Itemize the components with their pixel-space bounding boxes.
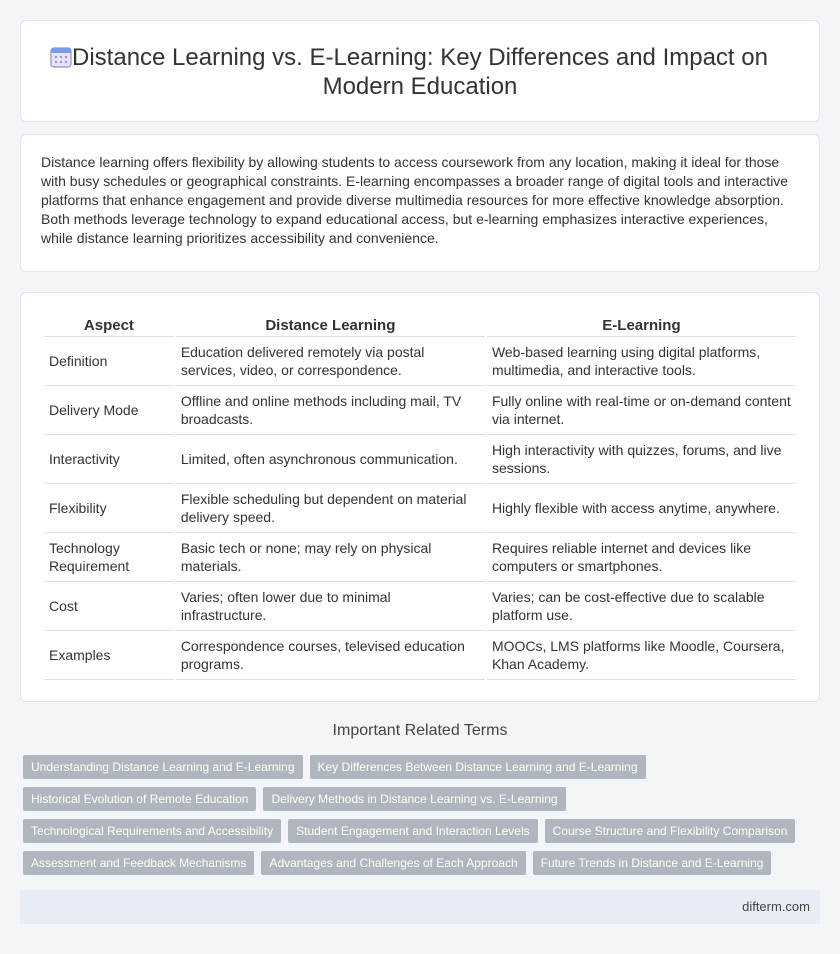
related-terms-title: Important Related Terms	[332, 722, 508, 739]
table-row	[44, 386, 796, 435]
footer-site-link[interactable]: difterm.com	[742, 899, 810, 914]
cell-e-learning: Fully online with real-time or on-demand content via internet.	[487, 386, 796, 435]
comparison-table	[42, 315, 798, 680]
cell-aspect: Cost	[44, 582, 174, 631]
related-term-tag[interactable]: Technological Requirements and Accessibility	[23, 819, 281, 843]
cell-distance-learning: Flexible scheduling but dependent on material delivery speed.	[176, 484, 485, 533]
related-term-tag[interactable]: Course Structure and Flexibility Comparison	[545, 819, 796, 843]
tag-row	[23, 787, 803, 811]
header-aspect: Aspect	[44, 315, 174, 337]
tag-row	[23, 819, 803, 843]
cell-distance-learning: Correspondence courses, televised education programs.	[176, 631, 485, 680]
cell-aspect: Examples	[44, 631, 174, 680]
table-header-row	[44, 315, 796, 337]
cell-distance-learning: Varies; often lower due to minimal infrastructure.	[176, 582, 485, 631]
cell-e-learning: Web-based learning using digital platforms, multimedia, and interactive tools.	[487, 337, 796, 386]
related-term-tag[interactable]: Advantages and Challenges of Each Approach	[261, 851, 525, 875]
table-row	[44, 533, 796, 582]
footer	[20, 890, 820, 924]
cell-aspect: Delivery Mode	[44, 386, 174, 435]
table-row	[44, 435, 796, 484]
cell-aspect: Flexibility	[44, 484, 174, 533]
table-row	[44, 484, 796, 533]
related-term-tag[interactable]: Delivery Methods in Distance Learning vs. E-Learning	[263, 787, 565, 811]
cell-e-learning: Varies; can be cost-effective due to scalable platform use.	[487, 582, 796, 631]
related-term-tag[interactable]: Student Engagement and Interaction Levels	[288, 819, 538, 843]
header-distance-learning: Distance Learning	[176, 315, 485, 337]
table-row	[44, 337, 796, 386]
related-term-tag[interactable]: Understanding Distance Learning and E-Learning	[23, 755, 303, 779]
table-row	[44, 631, 796, 680]
related-term-tag[interactable]: Key Differences Between Distance Learning and E-Learning	[310, 755, 646, 779]
header-e-learning: E-Learning	[487, 315, 796, 337]
cell-e-learning: High interactivity with quizzes, forums, and live sessions.	[487, 435, 796, 484]
cell-aspect: Interactivity	[44, 435, 174, 484]
intro-card	[20, 134, 820, 272]
cell-aspect: Technology Requirement	[44, 533, 174, 582]
cell-distance-learning: Offline and online methods including mail, TV broadcasts.	[176, 386, 485, 435]
cell-e-learning: MOOCs, LMS platforms like Moodle, Coursera, Khan Academy.	[487, 631, 796, 680]
related-terms-list	[23, 755, 803, 883]
related-term-tag[interactable]: Future Trends in Distance and E-Learning	[533, 851, 772, 875]
cell-e-learning: Requires reliable internet and devices like computers or smartphones.	[487, 533, 796, 582]
page-title: Distance Learning vs. E-Learning: Key Differences and Impact on Modern Education	[72, 44, 768, 100]
cell-distance-learning: Education delivered remotely via postal services, video, or correspondence.	[176, 337, 485, 386]
cell-e-learning: Highly flexible with access anytime, anywhere.	[487, 484, 796, 533]
intro-text: Distance learning offers flexibility by allowing students to access coursework from any location, making it ideal for those with busy schedules or geographical constraints. E-learning encompasses a broader range of digital tools and interactive platforms that enhance engagement and provide diverse multimedia resources for more effective knowledge absorption. Both methods leverage technology to expand educational access, but e-learning emphasizes interactive experiences, while distance learning prioritizes accessibility and convenience.	[41, 154, 789, 246]
related-term-tag[interactable]: Historical Evolution of Remote Education	[23, 787, 256, 811]
cell-distance-learning: Basic tech or none; may rely on physical materials.	[176, 533, 485, 582]
cell-distance-learning: Limited, often asynchronous communication.	[176, 435, 485, 484]
comparison-table-card	[20, 292, 820, 702]
table-row	[44, 582, 796, 631]
related-term-tag[interactable]: Assessment and Feedback Mechanisms	[23, 851, 254, 875]
cell-aspect: Definition	[44, 337, 174, 386]
tag-row	[23, 755, 803, 779]
header-card	[20, 20, 820, 122]
tag-row	[23, 851, 803, 875]
